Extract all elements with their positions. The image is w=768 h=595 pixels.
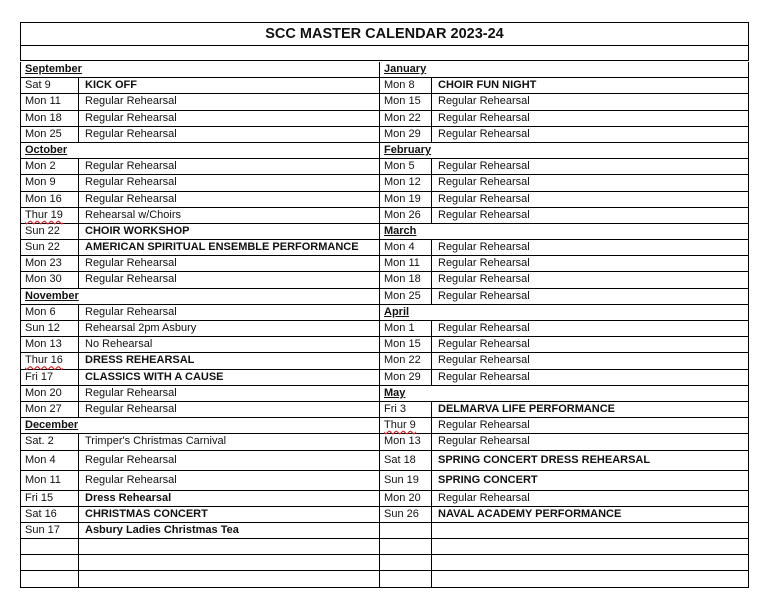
right-column <box>379 62 749 588</box>
event-name: Regular Rehearsal <box>438 208 530 221</box>
event-date: Mon 22 <box>384 111 421 124</box>
event-name: Asbury Ladies Christmas Tea <box>85 523 239 536</box>
month-label: April <box>384 305 410 318</box>
column-divider <box>431 402 432 417</box>
event-name: Regular Rehearsal <box>438 435 530 448</box>
calendar-row <box>380 555 748 571</box>
column-divider <box>431 127 432 142</box>
calendar-row <box>21 111 380 127</box>
calendar-row <box>21 451 380 471</box>
event-name: CHOIR FUN NIGHT <box>438 79 537 92</box>
event-name: Regular Rehearsal <box>438 289 530 302</box>
column-divider <box>78 434 79 449</box>
event-name: Regular Rehearsal <box>438 176 530 189</box>
column-divider <box>78 192 79 207</box>
event-date: Mon 13 <box>384 435 421 448</box>
event-name: Rehearsal w/Choirs <box>85 208 181 221</box>
event-date: Mon 25 <box>384 289 421 302</box>
calendar-row <box>21 539 380 555</box>
column-divider <box>431 208 432 223</box>
column-divider <box>431 321 432 336</box>
calendar-row <box>21 337 380 353</box>
event-name: Regular Rehearsal <box>85 386 177 399</box>
month-label: May <box>384 386 406 399</box>
event-name: Regular Rehearsal <box>438 111 530 124</box>
event-name: Regular Rehearsal <box>85 95 177 108</box>
column-divider <box>78 507 79 522</box>
event-date: Mon 9 <box>25 176 56 189</box>
calendar-row <box>380 289 748 305</box>
column-divider <box>78 208 79 223</box>
calendar-row <box>380 353 748 369</box>
column-divider <box>78 491 79 506</box>
calendar-row <box>21 159 380 175</box>
column-divider <box>431 111 432 126</box>
column-divider <box>431 78 432 93</box>
event-date: Sun 19 <box>384 473 419 486</box>
event-name: Regular Rehearsal <box>85 257 177 270</box>
column-divider <box>431 159 432 174</box>
event-name: DELMARVA LIFE PERFORMANCE <box>438 402 616 415</box>
month-label: December <box>25 419 79 432</box>
event-date: Mon 29 <box>384 127 421 140</box>
column-divider <box>431 94 432 109</box>
column-divider <box>431 539 432 554</box>
column-divider <box>78 386 79 401</box>
column-divider <box>78 571 79 586</box>
calendar-row <box>380 370 748 386</box>
calendar-row <box>21 321 380 337</box>
calendar-row <box>21 507 380 523</box>
column-divider <box>431 471 432 490</box>
event-name: Regular Rehearsal <box>85 111 177 124</box>
event-date: Mon 16 <box>25 192 62 205</box>
event-name: Regular Rehearsal <box>85 273 177 286</box>
calendar-sheet <box>20 22 749 590</box>
event-date: Mon 20 <box>384 491 421 504</box>
calendar-row <box>21 192 380 208</box>
column-divider <box>78 370 79 385</box>
calendar-row <box>21 434 380 450</box>
calendar-row <box>380 192 748 208</box>
column-divider <box>431 337 432 352</box>
month-label: February <box>384 143 432 156</box>
month-header <box>380 143 748 159</box>
event-date: Mon 30 <box>25 273 62 286</box>
calendar-row <box>21 471 380 491</box>
event-date: Mon 23 <box>25 257 62 270</box>
calendar-row <box>21 256 380 272</box>
event-date: Sun 17 <box>25 523 60 536</box>
calendar-row <box>380 159 748 175</box>
month-header <box>21 62 380 78</box>
column-divider <box>78 451 79 470</box>
calendar-row <box>380 471 748 491</box>
calendar-row <box>380 256 748 272</box>
event-name: Regular Rehearsal <box>85 453 177 466</box>
event-date: Mon 4 <box>384 241 415 254</box>
month-label: January <box>384 63 427 75</box>
event-date: Sat 16 <box>25 507 57 520</box>
calendar-row <box>380 111 748 127</box>
column-divider <box>78 78 79 93</box>
event-date: Mon 1 <box>384 322 415 334</box>
month-header <box>380 62 748 78</box>
event-date: Mon 8 <box>384 79 415 92</box>
event-date: Mon 15 <box>384 95 421 108</box>
column-divider <box>78 402 79 417</box>
event-name: Regular Rehearsal <box>438 273 530 286</box>
column-divider <box>431 523 432 538</box>
event-date: Mon 5 <box>384 160 415 173</box>
calendar-row <box>21 208 380 224</box>
calendar-row <box>380 402 748 418</box>
event-name: Regular Rehearsal <box>85 160 177 173</box>
event-date: Mon 26 <box>384 208 421 221</box>
event-name: CLASSICS WITH A CAUSE <box>85 370 224 383</box>
calendar-row <box>380 208 748 224</box>
event-name: Regular Rehearsal <box>85 192 177 205</box>
event-date: Thur 19 <box>25 208 63 221</box>
event-date: Sun 12 <box>25 322 60 334</box>
event-name: Regular Rehearsal <box>438 419 530 432</box>
event-name: KICK OFF <box>85 79 137 92</box>
event-date: Fri 3 <box>384 402 406 415</box>
event-date: Thur 9 <box>384 419 416 432</box>
calendar-row <box>21 370 380 386</box>
column-divider <box>431 507 432 522</box>
calendar-row <box>21 78 380 94</box>
column-divider <box>78 111 79 126</box>
calendar-row <box>21 555 380 571</box>
event-name: Regular Rehearsal <box>438 160 530 173</box>
calendar-title: SCC MASTER CALENDAR 2023-24 <box>20 22 749 46</box>
event-date: Mon 22 <box>384 354 421 367</box>
calendar-row <box>380 434 748 450</box>
event-date: Mon 27 <box>25 402 62 415</box>
calendar-row <box>380 523 748 539</box>
event-name: Regular Rehearsal <box>438 338 530 351</box>
event-name: SPRING CONCERT <box>438 473 538 486</box>
column-divider <box>78 471 79 490</box>
event-date: Sun 22 <box>25 224 60 237</box>
calendar-row <box>380 240 748 256</box>
event-name: CHRISTMAS CONCERT <box>85 507 208 520</box>
column-divider <box>78 305 79 320</box>
calendar-row <box>21 94 380 110</box>
event-date: Sat 9 <box>25 79 51 92</box>
calendar-row <box>21 175 380 191</box>
event-date: Mon 25 <box>25 127 62 140</box>
calendar-row <box>380 175 748 191</box>
month-header <box>380 386 748 402</box>
calendar-row <box>380 491 748 507</box>
calendar-row <box>21 305 380 321</box>
calendar-row <box>21 523 380 539</box>
column-divider <box>431 491 432 506</box>
column-divider <box>78 523 79 538</box>
column-divider <box>78 337 79 352</box>
column-divider <box>431 370 432 385</box>
event-name: Regular Rehearsal <box>438 491 530 504</box>
column-divider <box>431 272 432 287</box>
calendar-row <box>21 353 380 369</box>
calendar-row <box>380 94 748 110</box>
month-header <box>21 143 380 159</box>
calendar-row <box>21 224 380 240</box>
event-date: Sat. 2 <box>25 435 54 448</box>
calendar-row <box>380 507 748 523</box>
calendar-row <box>380 337 748 353</box>
calendar-row <box>380 571 748 587</box>
event-name: Rehearsal 2pm Asbury <box>85 322 197 334</box>
event-date: Mon 4 <box>25 453 56 466</box>
event-name: Dress Rehearsal <box>85 491 172 504</box>
event-date: Fri 17 <box>25 370 54 383</box>
event-date: Mon 18 <box>25 111 62 124</box>
column-divider <box>431 451 432 470</box>
month-header <box>21 289 380 305</box>
event-date: Sun 26 <box>384 507 419 520</box>
event-name: Regular Rehearsal <box>85 176 177 189</box>
month-label: October <box>25 143 68 156</box>
calendar-row <box>380 78 748 94</box>
column-divider <box>78 256 79 271</box>
column-divider <box>431 192 432 207</box>
column-divider <box>78 175 79 190</box>
column-divider <box>78 240 79 255</box>
event-name: NAVAL ACADEMY PERFORMANCE <box>438 507 622 520</box>
month-header <box>380 305 748 321</box>
event-date: Sun 22 <box>25 241 60 254</box>
calendar-row <box>380 127 748 143</box>
column-divider <box>78 272 79 287</box>
calendar-row <box>380 451 748 471</box>
event-name: DRESS REHEARSAL <box>85 354 195 367</box>
column-divider <box>78 224 79 239</box>
calendar-row <box>21 240 380 256</box>
column-divider <box>431 256 432 271</box>
event-date: Mon 13 <box>25 338 62 351</box>
month-header <box>21 418 380 434</box>
event-date: Mon 20 <box>25 386 62 399</box>
column-divider <box>431 289 432 304</box>
month-header <box>380 224 748 240</box>
event-name: Regular Rehearsal <box>438 127 530 140</box>
calendar-row <box>380 418 748 434</box>
column-divider <box>431 240 432 255</box>
event-name: Trimper's Christmas Carnival <box>85 435 227 448</box>
event-name: Regular Rehearsal <box>85 305 177 318</box>
left-column <box>20 62 380 588</box>
column-divider <box>78 353 79 368</box>
event-name: Regular Rehearsal <box>438 354 530 367</box>
calendar-row <box>380 321 748 337</box>
event-date: Mon 11 <box>25 95 61 108</box>
event-date: Mon 15 <box>384 338 421 351</box>
event-date: Mon 11 <box>384 257 420 270</box>
column-divider <box>431 418 432 433</box>
column-divider <box>431 175 432 190</box>
event-name: Regular Rehearsal <box>438 257 530 270</box>
column-divider <box>431 555 432 570</box>
event-name: AMERICAN SPIRITUAL ENSEMBLE PERFORMANCE <box>85 241 359 254</box>
title-spacer-row <box>20 46 749 61</box>
calendar-row <box>21 386 380 402</box>
column-divider <box>78 539 79 554</box>
calendar-row <box>21 127 380 143</box>
event-name: CHOIR WORKSHOP <box>85 224 190 237</box>
column-divider <box>431 571 432 586</box>
column-divider <box>78 127 79 142</box>
event-date: Sat 18 <box>384 453 416 466</box>
event-date: Thur 16 <box>25 354 63 367</box>
column-divider <box>431 434 432 449</box>
calendar-row <box>380 272 748 288</box>
calendar-row <box>21 402 380 418</box>
event-date: Mon 19 <box>384 192 421 205</box>
event-name: Regular Rehearsal <box>438 192 530 205</box>
event-name: Regular Rehearsal <box>85 473 177 486</box>
column-divider <box>431 353 432 368</box>
event-name: Regular Rehearsal <box>438 241 530 254</box>
event-date: Mon 11 <box>25 473 61 486</box>
calendar-row <box>21 571 380 587</box>
column-divider <box>78 555 79 570</box>
column-divider <box>78 159 79 174</box>
event-date: Fri 15 <box>25 491 54 504</box>
event-name: SPRING CONCERT DRESS REHEARSAL <box>438 453 651 466</box>
calendar-row <box>380 539 748 555</box>
month-label: November <box>25 289 79 302</box>
month-label: September <box>25 63 82 75</box>
event-name: Regular Rehearsal <box>438 95 530 108</box>
event-name: No Rehearsal <box>85 338 153 351</box>
month-label: March <box>384 224 417 237</box>
event-name: Regular Rehearsal <box>438 370 530 383</box>
column-divider <box>78 94 79 109</box>
column-divider <box>78 321 79 336</box>
event-date: Mon 18 <box>384 273 421 286</box>
event-name: Regular Rehearsal <box>85 127 177 140</box>
event-date: Mon 6 <box>25 305 56 318</box>
event-name: Regular Rehearsal <box>85 402 177 415</box>
event-date: Mon 29 <box>384 370 421 383</box>
event-date: Mon 12 <box>384 176 421 189</box>
calendar-row <box>21 491 380 507</box>
calendar-row <box>21 272 380 288</box>
event-date: Mon 2 <box>25 160 56 173</box>
event-name: Regular Rehearsal <box>438 322 530 334</box>
